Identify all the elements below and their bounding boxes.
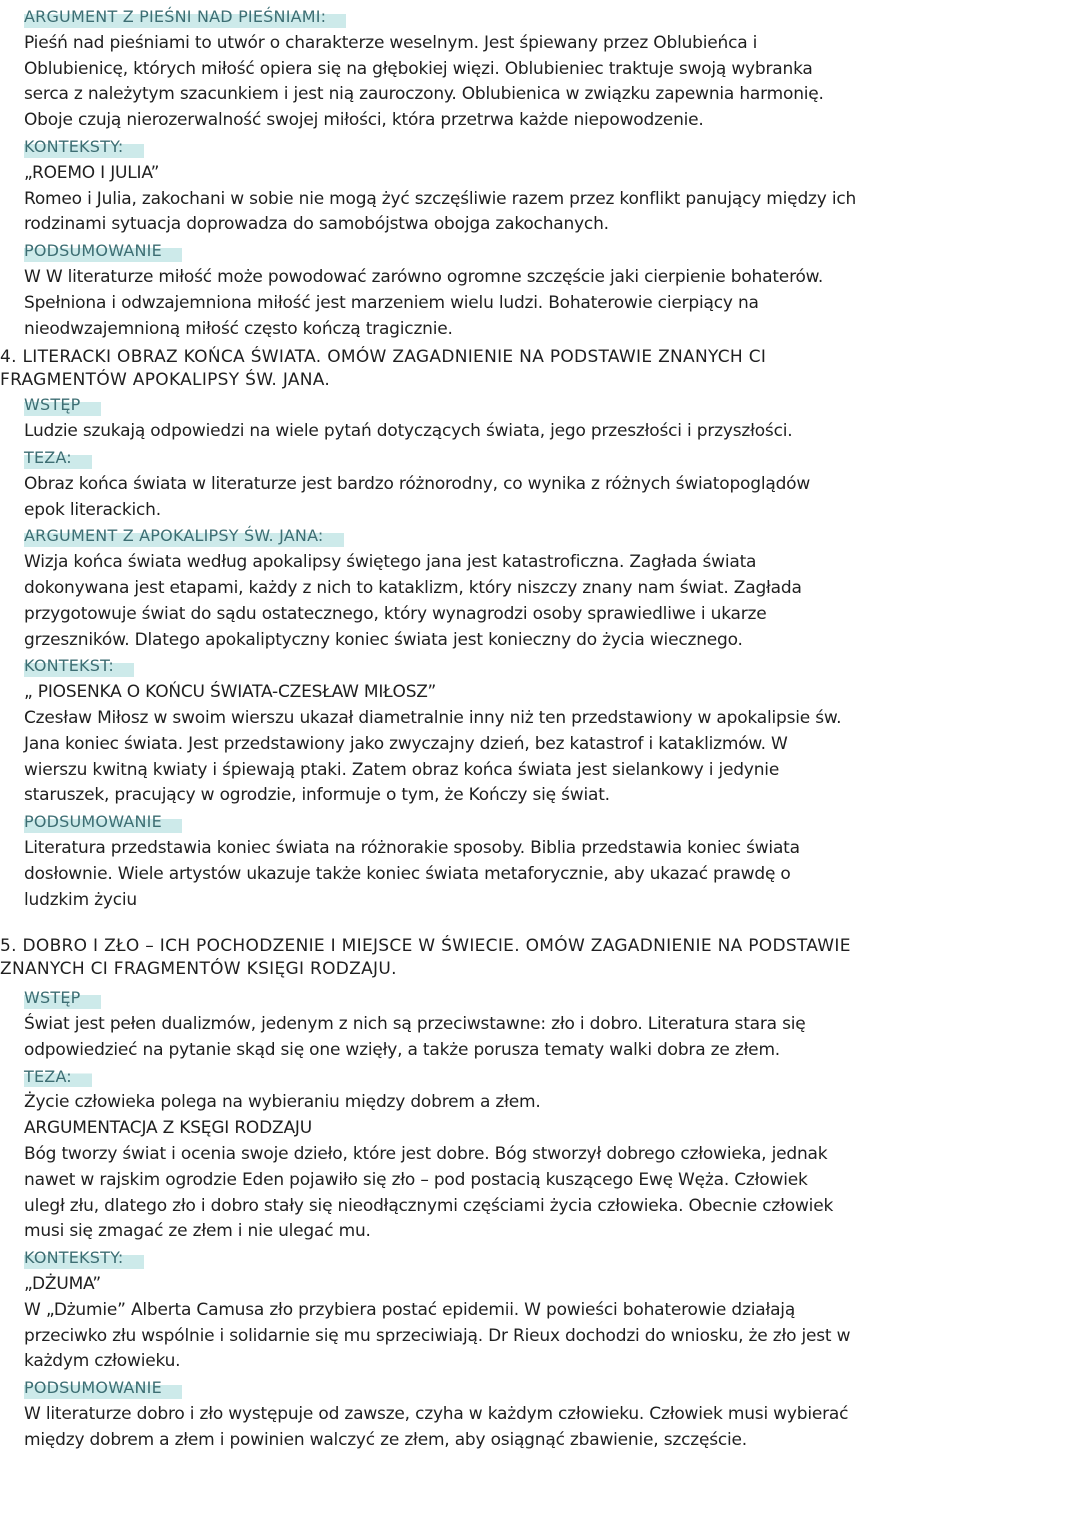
summary-header: PODSUMOWANIE [24,809,182,835]
intro-header: WSTĘP [24,985,101,1011]
paragraph-line: Bóg tworzy świat i ocenia swoje dzieło, które jest dobre. Bóg stworzył dobrego człowieka, jednak [24,1144,828,1165]
context-header-row [0,1245,1080,1272]
paragraph-line: Spełniona i odwzajemniona miłość jest marzeniem wielu ludzi. Bohaterowie cierpiący na [24,292,759,313]
paragraph-line: nieodwzajemnioną miłość często kończą tragicznie. [24,318,453,339]
paragraph-line: każdym człowieku. [24,1351,181,1372]
section5-title-line: ZNANYCH CI FRAGMENTÓW KSIĘGI RODZAJU. [0,959,397,980]
paragraph-line: dosłownie. Wiele artystów ukazuje także koniec świata metaforycznie, aby ukazać prawdę o [24,863,791,884]
paragraph-line: między dobrem a złem i powinien walczyć ze złem, aby osiągnąć zbawienie, szczęście. [24,1429,747,1450]
block1-header-row [0,4,1080,31]
argument-header: ARGUMENT Z APOKALIPSY ŚW. JANA: [24,523,344,549]
intro-header-row [0,985,1080,1012]
section4-title-line: 4. LITERACKI OBRAZ KOŃCA ŚWIATA. OMÓW ZAGADNIENIE NA PODSTAWIE ZNANYCH CI [0,347,767,368]
thesis-header: TEZA: [24,1064,92,1090]
thesis-header: TEZA: [24,445,92,471]
paragraph-line: epok literackich. [24,499,161,520]
paragraph-line: Literatura przedstawia koniec świata na różnorakie sposoby. Biblia przedstawia koniec świata [24,837,800,858]
summary-header-row [0,809,1080,836]
section-spacer [0,913,1080,935]
summary-header-row [0,1375,1080,1402]
paragraph-line: musi się zmagać ze złem i nie ulegać mu. [24,1221,371,1242]
paragraph-line: ludzkim życiu [24,889,137,910]
paragraph-line: Życie człowieka polega na wybieraniu między dobrem a złem. [24,1092,541,1113]
paragraph-line: Oboje czują nierozerwalność swojej miłości, która przetrwa każde niepowodzenie. [24,110,704,131]
summary-header: PODSUMOWANIE [24,1375,182,1401]
context-header-row [0,653,1080,680]
notes-page [0,4,1080,1454]
summary-header: PODSUMOWANIE [24,238,182,264]
thesis-header-row [0,1064,1080,1091]
paragraph-line: Obraz końca świata w literaturze jest bardzo różnorodny, co wynika z różnych światopoglądów [24,473,811,494]
context-header-row [0,134,1080,161]
paragraph-line: Czesław Miłosz w swoim wierszu ukazał diametralnie inny niż ten przedstawiony w apokalipsie św. [24,707,842,728]
paragraph-line: Jana koniec świata. Jest przedstawiony jako zwyczajny dzień, bez katastrof i kataklizmów. W [24,733,788,754]
intro-header: WSTĘP [24,392,101,418]
paragraph-line: grzeszników. Dlatego apokaliptyczny koniec świata jest konieczny do życia wiecznego. [24,629,743,650]
paragraph-line: Pieśń nad pieśniami to utwór o charakterze weselnym. Jest śpiewany przez Oblubieńca i [24,32,758,53]
context-title: „ PIOSENKA O KOŃCU ŚWIATA-CZESŁAW MIŁOSZ” [24,682,437,703]
paragraph-line: W literaturze dobro i zło występuje od zawsze, czyha w każdym człowieku. Człowiek musi wybierać [24,1404,849,1425]
paragraph-line: dokonywana jest etapami, każdy z nich to kataklizm, który niszczy znany nam świat. Zagłada [24,577,802,598]
paragraph-line: odpowiedzieć na pytanie skąd się one wzięły, a także porusza tematy walki dobra ze złem. [24,1039,781,1060]
context-title: „ROEMO I JULIA” [24,162,160,183]
context-header: KONTEKSTY: [24,134,144,160]
context-title: „DŻUMA” [24,1274,101,1295]
argument-header: ARGUMENT Z PIEŚNI NAD PIEŚNIAMI: [24,4,346,30]
paragraph-line: nawet w rajskim ogrodzie Eden pojawiło się zło – pod postacią kuszącego Ewę Węża. Człowiek [24,1169,808,1190]
argument-title: ARGUMENTACJA Z KSĘGI RODZAJU [24,1118,312,1139]
context-header: KONTEKST: [24,653,134,679]
paragraph-line: Oblubienicę, których miłość opiera się na głębokiej więzi. Oblubieniec traktuje swoją wybranka [24,58,813,79]
paragraph-line: W W literaturze miłość może powodować zarówno ogromne szczęście jaki cierpienie bohaterów. [24,266,824,287]
paragraph-line: Romeo i Julia, zakochani w sobie nie mogą żyć szczęśliwie razem przez konflikt panujący między ich [24,188,857,209]
paragraph-line: Świat jest pełen dualizmów, jedenym z nich są przeciwstawne: zło i dobro. Literatura stara się [24,1014,806,1035]
section4-title-line: FRAGMENTÓW APOKALIPSY ŚW. JANA. [0,370,331,391]
paragraph-line: Ludzie szukają odpowiedzi na wiele pytań dotyczących świata, jego przeszłości i przyszłości. [24,421,793,442]
paragraph-line: W „Dżumie” Alberta Camusa zło przybiera postać epidemii. W powieści bohaterowie działają [24,1299,796,1320]
summary-header-row [0,238,1080,265]
paragraph-line: staruszek, pracujący w ogrodzie, informuje o tym, że Kończy się świat. [24,785,610,806]
paragraph-line: uległ złu, dlatego zło i dobro stały się nieodłącznymi częściami życia człowieka. Obecnie człowiek [24,1195,834,1216]
paragraph-line: rodzinami sytuacja doprowadza do samobójstwa obojga zakochanych. [24,214,609,235]
paragraph-line: przygotowuje świat do sądu ostatecznego, który wynagrodzi osoby sprawiedliwe i ukarze [24,603,767,624]
paragraph-line: przeciwko złu wspólnie i solidarnie się mu sprzeciwiają. Dr Rieux dochodzi do wniosku, że zło jest w [24,1325,851,1346]
argument-header-row [0,523,1080,550]
paragraph-line: Wizja końca świata według apokalipsy świętego jana jest katastroficzna. Zagłada świata [24,552,757,573]
paragraph-line: serca z należytym szacunkiem i jest nią zauroczony. Oblubienica w związku zapewnia harmonię. [24,84,824,105]
paragraph-line: wierszu kwitną kwiaty i śpiewają ptaki. Zatem obraz końca świata jest sielankowy i jedynie [24,759,780,780]
context-header: KONTEKSTY: [24,1245,144,1271]
intro-header-row [0,392,1080,419]
section5-title-line: 5. DOBRO I ZŁO – ICH POCHODZENIE I MIEJSCE W ŚWIECIE. OMÓW ZAGADNIENIE NA PODSTAWIE [0,936,851,957]
thesis-header-row [0,445,1080,472]
